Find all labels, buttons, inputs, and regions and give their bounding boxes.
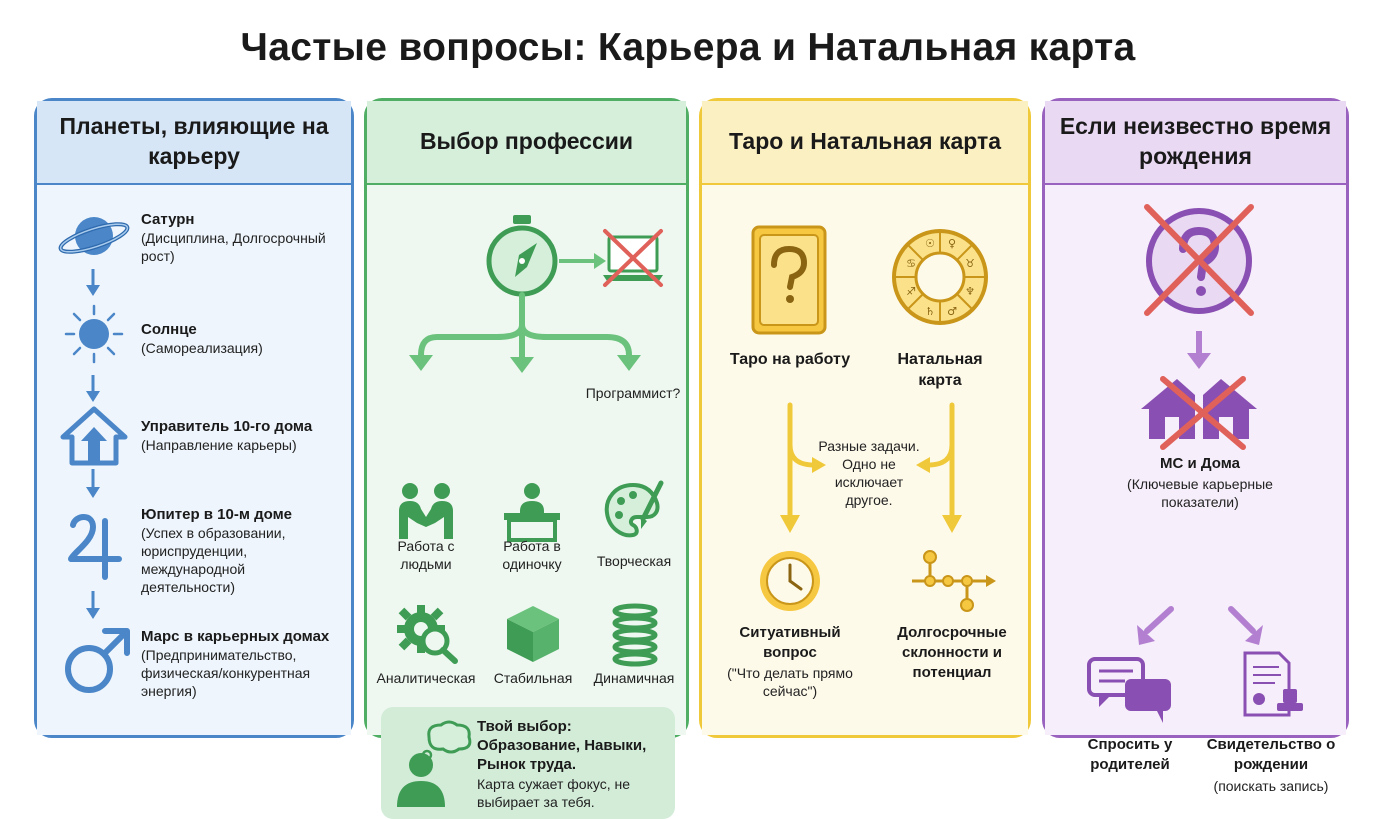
svg-text:♀: ♀	[947, 237, 957, 250]
thinking-person-icon	[391, 721, 473, 811]
planet-description: (Направление карьеры)	[141, 437, 297, 453]
page-title: Частые вопросы: Карьера и Натальная карта	[240, 26, 1136, 69]
situational-title: Ситуативный вопрос	[739, 624, 841, 661]
planet-name: Марс в карьерных домах	[141, 628, 330, 645]
panel-heading: Если неизвестно время рождения	[1045, 101, 1346, 185]
svg-text:♐: ♐	[906, 285, 916, 298]
choice-title: Твой выбор: Образование, Навыки, Рынок труда.	[477, 718, 647, 773]
house-icon	[59, 405, 129, 467]
chat-bubbles-icon	[1089, 659, 1171, 723]
situational-note: ("Что делать прямо сейчас")	[727, 665, 853, 699]
cube-icon	[503, 603, 563, 665]
panel-heading: Выбор профессии	[367, 101, 686, 185]
planet-description: (Дисциплина, Долгосрочный рост)	[141, 230, 326, 264]
planet-description: (Самореализация)	[141, 340, 263, 356]
planet-description: (Предпринимательство, физическая/конкурентная энергия)	[141, 647, 311, 699]
natal-label: Натальная карта	[897, 351, 983, 389]
panel-heading: Планеты, влияющие на карьеру	[37, 101, 351, 185]
svg-text:♉: ♉	[965, 257, 975, 270]
sun-icon	[63, 303, 125, 365]
laptop-crossed-icon	[603, 231, 663, 285]
clock-crossed-icon	[1147, 207, 1251, 313]
mc-note: (Ключевые карьерные показатели)	[1127, 476, 1273, 510]
svg-text:♆: ♆	[965, 285, 975, 298]
panel-profession-choice	[364, 98, 689, 810]
planet-name: Солнце	[141, 321, 197, 338]
panel-tarot-natal	[699, 98, 1031, 738]
type-label: Стабильная	[493, 670, 573, 686]
certificate-icon	[1245, 653, 1303, 715]
mc-title: МС и Дома	[1160, 455, 1240, 472]
certificate-label: Свидетельство о рождении	[1206, 736, 1336, 773]
palette-icon	[603, 479, 665, 541]
certificate-note: (поискать запись)	[1213, 778, 1329, 794]
ask-parents-label: Спросить у родителей	[1087, 736, 1173, 773]
compass-branches	[367, 185, 692, 485]
type-label: Аналитическая	[376, 670, 476, 686]
desk-worker-icon	[501, 481, 563, 541]
mars-icon	[59, 625, 133, 699]
panel-heading: Таро и Натальная карта	[702, 101, 1028, 185]
longterm-title: Долгосрочные склонности и потенциал	[897, 624, 1007, 681]
panel-career-planets	[34, 98, 354, 738]
panel-unknown-birth-time	[1042, 98, 1349, 794]
compass-icon	[489, 215, 555, 294]
houses-crossed-icon	[1141, 379, 1257, 447]
middle-note: Разные задачи. Одно не исключает другое.	[818, 438, 920, 508]
programmer-label: Программист?	[585, 385, 681, 401]
gear-magnifier-icon	[395, 603, 461, 665]
svg-text:♂: ♂	[947, 305, 957, 318]
people-handshake-icon	[395, 481, 457, 541]
panel-body	[702, 185, 1028, 735]
planet-name: Сатурн	[141, 211, 195, 228]
tarot-label: Таро на работу	[729, 351, 851, 368]
panel-body	[367, 185, 686, 810]
clock-icon	[760, 551, 820, 611]
timeline-icon	[912, 551, 996, 611]
svg-text:♋: ♋	[906, 257, 916, 270]
type-label: Творческая	[596, 553, 672, 569]
choice-note: Карта сужает фокус, не выбирает за тебя.	[477, 776, 631, 810]
type-label: Работа в одиночку	[502, 538, 562, 572]
planet-name: Юпитер в 10-м доме	[141, 506, 293, 523]
natal-wheel-icon	[894, 231, 986, 323]
spring-icon	[607, 603, 663, 665]
svg-text:♄: ♄	[925, 305, 935, 318]
tarot-card-icon	[753, 227, 825, 333]
planet-name: Управитель 10-го дома	[141, 418, 313, 435]
choice-box	[381, 707, 675, 819]
svg-text:☉: ☉	[925, 237, 935, 250]
type-label: Работа с людьми	[397, 538, 455, 572]
planet-description: (Успех в образовании, юриспруденции, международной деятельности)	[141, 525, 286, 595]
panel-body	[37, 185, 351, 735]
saturn-icon	[57, 207, 131, 265]
jupiter-icon	[63, 511, 127, 581]
type-label: Динамичная	[593, 670, 675, 686]
panel-body	[1045, 185, 1346, 794]
